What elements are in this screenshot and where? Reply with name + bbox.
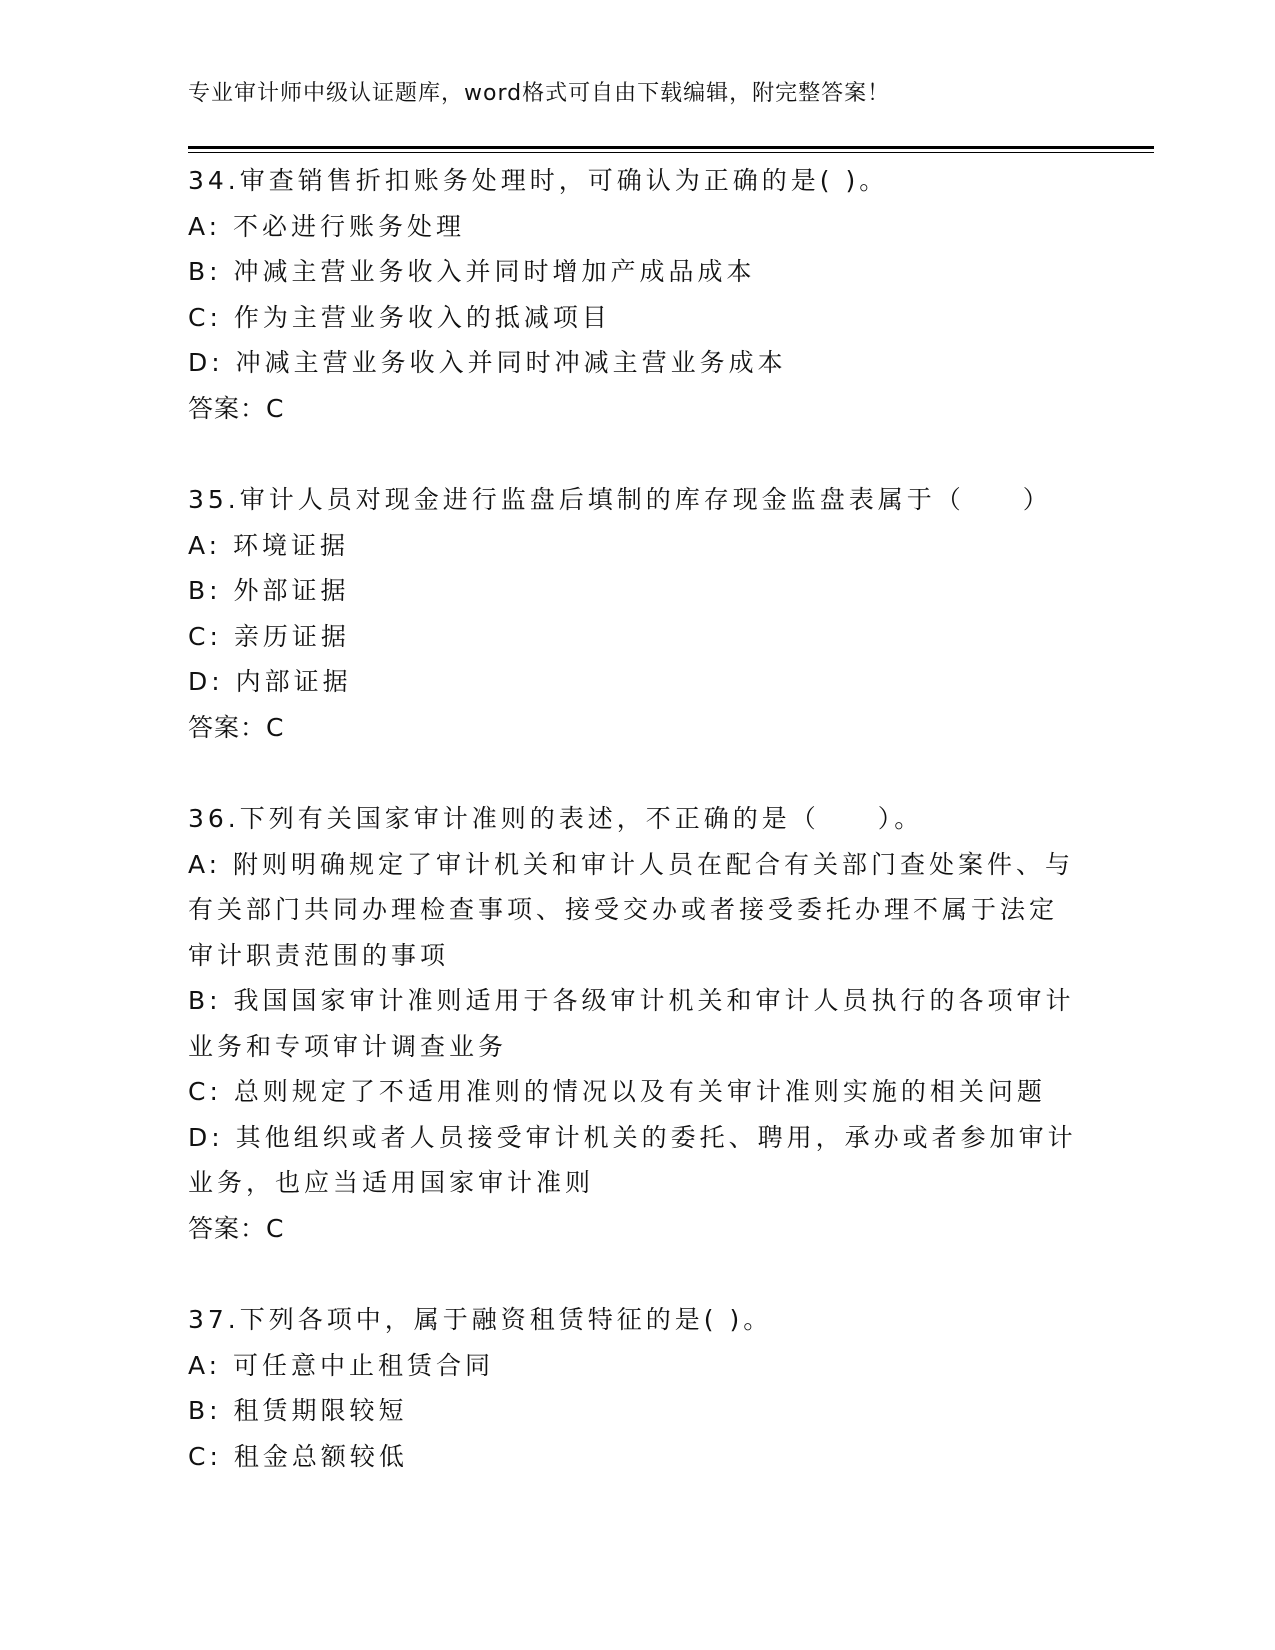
option-d: D: 其他组织或者人员接受审计机关的委托、聘用，承办或者参加审计 (188, 1122, 1077, 1152)
option-c: C: 总则规定了不适用准则的情况以及有关审计准则实施的相关问题 (188, 1077, 1046, 1106)
option-d: D: 冲减主营业务收入并同时冲减主营业务成本 (188, 348, 787, 377)
header-text: 专业审计师中级认证题库，word格式可自由下载编辑，附完整答案！ (188, 81, 891, 106)
option-d-continued: 业务，也应当适用国家审计准则 (188, 1168, 595, 1197)
option-a: A: 可任意中止租赁合同 (188, 1350, 495, 1380)
question-36 (188, 796, 1088, 1251)
option-a: A: 环境证据 (188, 530, 350, 560)
question-35 (188, 477, 1088, 750)
header-rule-thin (188, 152, 1154, 153)
option-a-continued: 审计职责范围的事项 (188, 940, 450, 970)
option-b: B: 外部证据 (188, 576, 350, 605)
question-stem: 35.审计人员对现金进行监盘后填制的库存现金监盘表属于（ ） (188, 485, 1052, 514)
option-d: D: 内部证据 (188, 667, 352, 696)
option-b: B: 租赁期限较短 (188, 1396, 408, 1425)
option-b: B: 冲减主营业务收入并同时增加产成品成本 (188, 257, 756, 286)
header-rule-thick (188, 146, 1154, 149)
question-stem: 34.审查销售折扣账务处理时，可确认为正确的是( )。 (188, 166, 889, 195)
answer: 答案：C (188, 1213, 285, 1243)
option-a: A: 附则明确规定了审计机关和审计人员在配合有关部门查处案件、与 (188, 849, 1075, 879)
answer: 答案：C (188, 712, 285, 742)
question-34 (188, 158, 1088, 431)
question-list (188, 158, 1088, 1479)
option-a-continued: 有关部门共同办理检查事项、接受交办或者接受委托办理不属于法定 (188, 895, 1059, 924)
question-stem: 36.下列有关国家审计准则的表述，不正确的是（ ）。 (188, 804, 924, 833)
option-c: C: 作为主营业务收入的抵减项目 (188, 302, 611, 332)
question-stem: 37.下列各项中，属于融资租赁特征的是( )。 (188, 1305, 773, 1334)
option-b: B: 我国国家审计准则适用于各级审计机关和审计人员执行的各项审计 (188, 986, 1075, 1015)
option-c: C: 亲历证据 (188, 621, 350, 651)
answer: 答案：C (188, 393, 285, 423)
option-a: A: 不必进行账务处理 (188, 211, 466, 241)
option-b-continued: 业务和专项审计调查业务 (188, 1031, 508, 1061)
question-37 (188, 1297, 1088, 1479)
option-c: C: 租金总额较低 (188, 1441, 408, 1471)
